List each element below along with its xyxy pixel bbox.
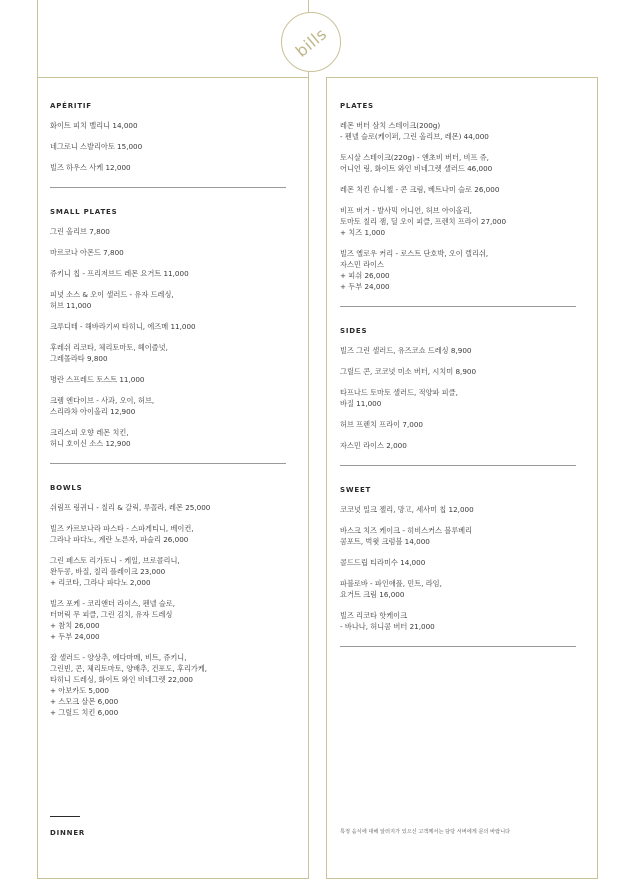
section-divider: [340, 306, 576, 307]
menu-item: 타프나드 토마토 샐러드, 적양파 피클, 바질 11,000: [340, 388, 458, 408]
right-top-border: [326, 77, 598, 78]
left-top-border: [37, 77, 309, 78]
section-title: BOWLS: [50, 484, 83, 492]
left-column: [50, 102, 290, 728]
section-title: APÉRITIF: [50, 102, 92, 110]
section-small-plates: [50, 208, 290, 449]
allergy-note: 특정 음식에 대해 알러지가 있으신 고객께서는 담당 서버에게 문의 바랍니다: [340, 829, 511, 835]
menu-item: 크리스피 오향 레몬 치킨, 허니 호이신 소스 12,900: [50, 428, 131, 448]
menu-item: 그린 페스토 리가토니 - 케일, 브로콜리니, 완두콩, 바질, 칠리 플레이크 23,000 + 리코타, 그라나 파다노 2,000: [50, 556, 180, 587]
section-plates: [340, 102, 580, 292]
right-column: [340, 102, 580, 667]
menu-item: 자스민 라이스 2,000: [340, 441, 407, 450]
section-aperitif: [50, 102, 290, 173]
section-title: SWEET: [340, 486, 372, 494]
menu-item: 쉬림프 링귀니 - 칠리 & 갈릭, 루꼴라, 레몬 25,000: [50, 503, 211, 512]
menu-item: 파블로바 - 파인애플, 민트, 라임, 요거트 크림 16,000: [340, 579, 442, 599]
section-divider: [50, 463, 286, 464]
menu-item: 빌즈 그린 샐러드, 유즈코쇼 드레싱 8,900: [340, 346, 472, 355]
dinner-divider: [50, 816, 80, 817]
menu-item: 빌즈 포케 - 코리앤더 라이스, 펜넬 슬로, 터머릭 무 피클, 그린 김치, 유자 드레싱 + 참치 26,000 + 두부 24,000: [50, 599, 176, 641]
menu-item: 레몬 버터 삼치 스테이크(200g) - 펜넬 슬로(케이퍼, 그린 올리브, 레몬) 44,000: [340, 121, 489, 141]
menu-item: 잡 샐러드 - 양상추, 에다마메, 비트, 쥬키니, 그린빈, 콘, 체리토마토, 양배추, 건포도, 후리가케, 타히니 드레싱, 화이트 와인 비네그렛 22,000 + 아보카도 5,000 + 스모크 살몬 6,000 + 그릴드 치킨 6,000: [50, 653, 208, 717]
menu-item: 화이트 피치 벨리니 14,000: [50, 121, 138, 130]
menu-item: 토시살 스테이크(220g) - 앤초비 버터, 비프 쥬, 어니언 링, 화이트 와인 비네그렛 샐러드 46,000: [340, 153, 493, 173]
menu-item: 레몬 치킨 슈니첼 - 콘 크림, 베트나미 슬로 26,000: [340, 185, 500, 194]
section-bowls: [50, 484, 290, 718]
section-divider: [340, 646, 576, 647]
menu-item: 비프 버거 - 발사믹 어니언, 허브 아이올리, 토마토 칠리 잼, 딜 오이 피클, 프렌치 프라이 27,000 + 치즈 1,000: [340, 206, 507, 237]
section-sweet: [340, 486, 580, 632]
section-divider: [340, 465, 576, 466]
menu-item: 빌즈 카르보나라 파스타 - 스파게티니, 베이컨, 그라나 파다노, 계란 노른자, 파슬리 26,000: [50, 524, 194, 544]
menu-item: 크루디테 - 해바라기씨 타히니, 에즈메 11,000: [50, 322, 196, 331]
section-sides: [340, 327, 580, 451]
menu-item: 후레쉬 리코타, 체리토마토, 헤이즐넛, 그레몰라타 9,800: [50, 343, 168, 363]
menu-item: 콜드드립 티라미수 14,000: [340, 558, 426, 567]
section-title: SMALL PLATES: [50, 208, 118, 216]
menu-item: 네그로니 스발리아토 15,000: [50, 142, 143, 151]
dinner-label: DINNER: [50, 829, 86, 837]
menu-item: 코코넛 밀크 젤리, 망고, 세사미 칩 12,000: [340, 505, 474, 514]
menu-item: 빌즈 하우스 사케 12,000: [50, 163, 131, 172]
section-title: PLATES: [340, 102, 374, 110]
bills-logo: [281, 12, 341, 72]
menu-item: 마르코나 아몬드 7,800: [50, 248, 124, 257]
menu-item: 피넛 소스 & 오이 샐러드 - 유자 드레싱, 허브 11,000: [50, 290, 174, 310]
menu-item: 명란 스프레드 토스트 11,000: [50, 375, 145, 384]
menu-item: 그릴드 콘, 코코넛 미소 버터, 시치미 8,900: [340, 367, 477, 376]
menu-item: 쥬키니 칩 - 프리저브드 레몬 요거트 11,000: [50, 269, 189, 278]
menu-item: 빌즈 옐로우 커리 - 로스트 단호박, 오이 렐리쉬, 자스민 라이스 + 피쉬 26,000 + 두부 24,000: [340, 249, 489, 291]
menu-item: 빌즈 리코타 핫케이크 - 바나나, 허니콤 버터 21,000: [340, 611, 435, 631]
section-title: SIDES: [340, 327, 368, 335]
menu-item: 허브 프렌치 프라이 7,000: [340, 420, 423, 429]
section-divider: [50, 187, 286, 188]
menu-item: 그린 올리브 7,800: [50, 227, 110, 236]
menu-item: 크렘 엔다이브 - 사과, 오이, 허브, 스리라차 아이올리 12,900: [50, 396, 155, 416]
menu-item: 바스크 치즈 케이크 - 히비스커스 블루베리 콤포트, 벅윗 크럼블 14,000: [340, 526, 473, 546]
logo-text: bills: [291, 23, 331, 61]
